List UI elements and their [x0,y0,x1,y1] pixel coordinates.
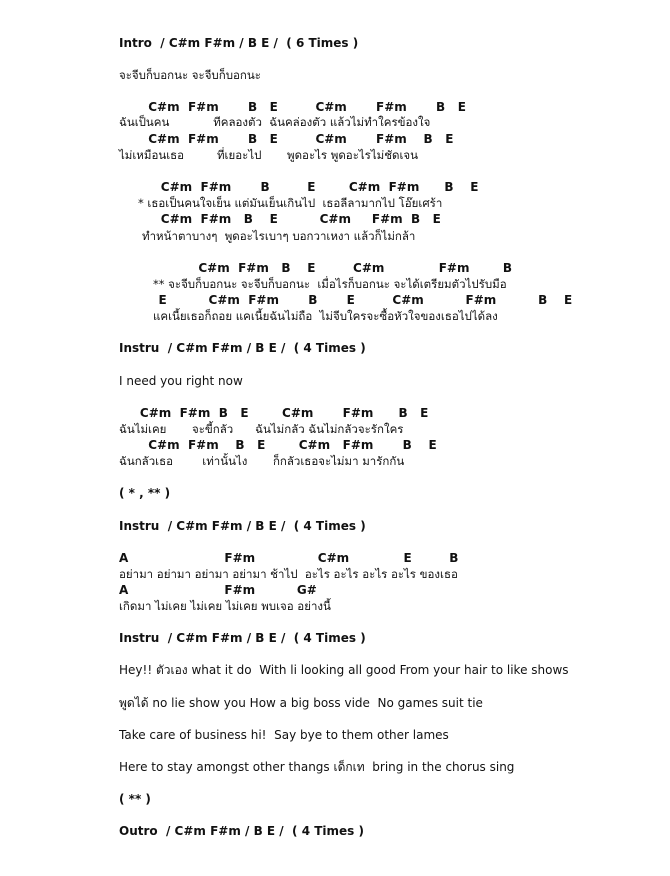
verse1-chord-line-1: C#m F#m B E C#m F#m B E [119,100,466,114]
verse1-chord-line-2: C#m F#m B E C#m F#m B E [119,132,454,146]
chorus-chord-line-1: C#m F#m B E C#m F#m B [119,261,513,275]
english-line: I need you right now [119,374,243,388]
verse1-lyric-line-1: ฉันเป็นคน ทีคลองตัว ฉันคล่องตัว แล้วไม่ทำใครข้องใจ [119,115,431,129]
prechorus-chord-line-1: C#m F#m B E C#m F#m B E [119,180,479,194]
verse2-chord-line-1: C#m F#m B E C#m F#m B E [119,406,429,420]
instru-heading-2: Instru / C#m F#m / B E / ( 4 Times ) [119,519,366,533]
instru-heading-1: Instru / C#m F#m / B E / ( 4 Times ) [119,341,366,355]
rap-line-1: Hey!! ตัวเอง what it do With li looking all good From your hair to like shows [119,663,569,677]
prechorus-lyric-line-2: ทำหน้าตาบางๆ พูดอะไรเบาๆ บอกวาเหงา แล้วก็ไม่กล้า [142,229,416,243]
outro-heading: Outro / C#m F#m / B E / ( 4 Times ) [119,824,364,838]
chorus-lyric-line-1: ** จะจีบก็บอกนะ จะจีบก็บอกนะ เมื่อไรก็บอกนะ จะได้เตรียมตัวไปรับมือ [153,277,507,291]
prechorus-lyric-line-1: * เธอเป็นคนใจเย็น แต่มันเย็นเกินไป เธอลีลามากไป โอ๊ยเศร้า [138,196,443,210]
repeat-marker-1: ( * , ** ) [119,486,171,500]
rap-line-3: Take care of business hi! Say bye to them other lames [119,728,449,742]
bridge-lyric-line-2: เกิดมา ไม่เคย ไม่เคย ไม่เคย พบเจอ อย่างนี้ [119,599,331,613]
verse2-chord-line-2: C#m F#m B E C#m F#m B E [119,438,437,452]
rap-line-2: พูดได้ no lie show you How a big boss vide No games suit tie [119,696,483,710]
instru-heading-3: Instru / C#m F#m / B E / ( 4 Times ) [119,631,366,645]
intro-lyric: จะจีบก็บอกนะ จะจีบก็บอกนะ [119,68,261,82]
intro-heading: Intro / C#m F#m / B E / ( 6 Times ) [119,36,359,50]
bridge-chord-line-1: A F#m C#m E B [119,551,459,565]
bridge-chord-line-2: A F#m G# [119,583,317,597]
repeat-marker-2: ( ** ) [119,792,151,806]
verse1-lyric-line-2: ไม่เหมือนเธอ ที่เยอะไป พูดอะไร พูดอะไรไม่ชัดเจน [119,148,418,162]
verse2-lyric-line-2: ฉันกลัวเธอ เท่านั้นไง ก็กลัวเธอจะไม่มา มารักกัน [119,454,405,468]
chorus-chord-line-2: E C#m F#m B E C#m F#m B E [146,293,573,307]
rap-line-4: Here to stay amongst other thangs เด็กเท bring in the chorus sing [119,760,515,774]
prechorus-chord-line-2: C#m F#m B E C#m F#m B E [119,212,441,226]
bridge-lyric-line-1: อย่ามา อย่ามา อย่ามา อย่ามา ช้าไป อะไร อะไร อะไร อะไร ของเธอ [119,567,458,581]
chorus-lyric-line-2: แคเนี้ยเธอก็ถอย แคเนี้ยฉันไม่ถือ ไม่จีบใครจะซื้อหัวใจของเธอไปได้ลง [153,309,498,323]
verse2-lyric-line-1: ฉันไม่เคย จะขี้กลัว ฉันไม่กลัว ฉันไม่กลัวจะรักใคร [119,422,404,436]
